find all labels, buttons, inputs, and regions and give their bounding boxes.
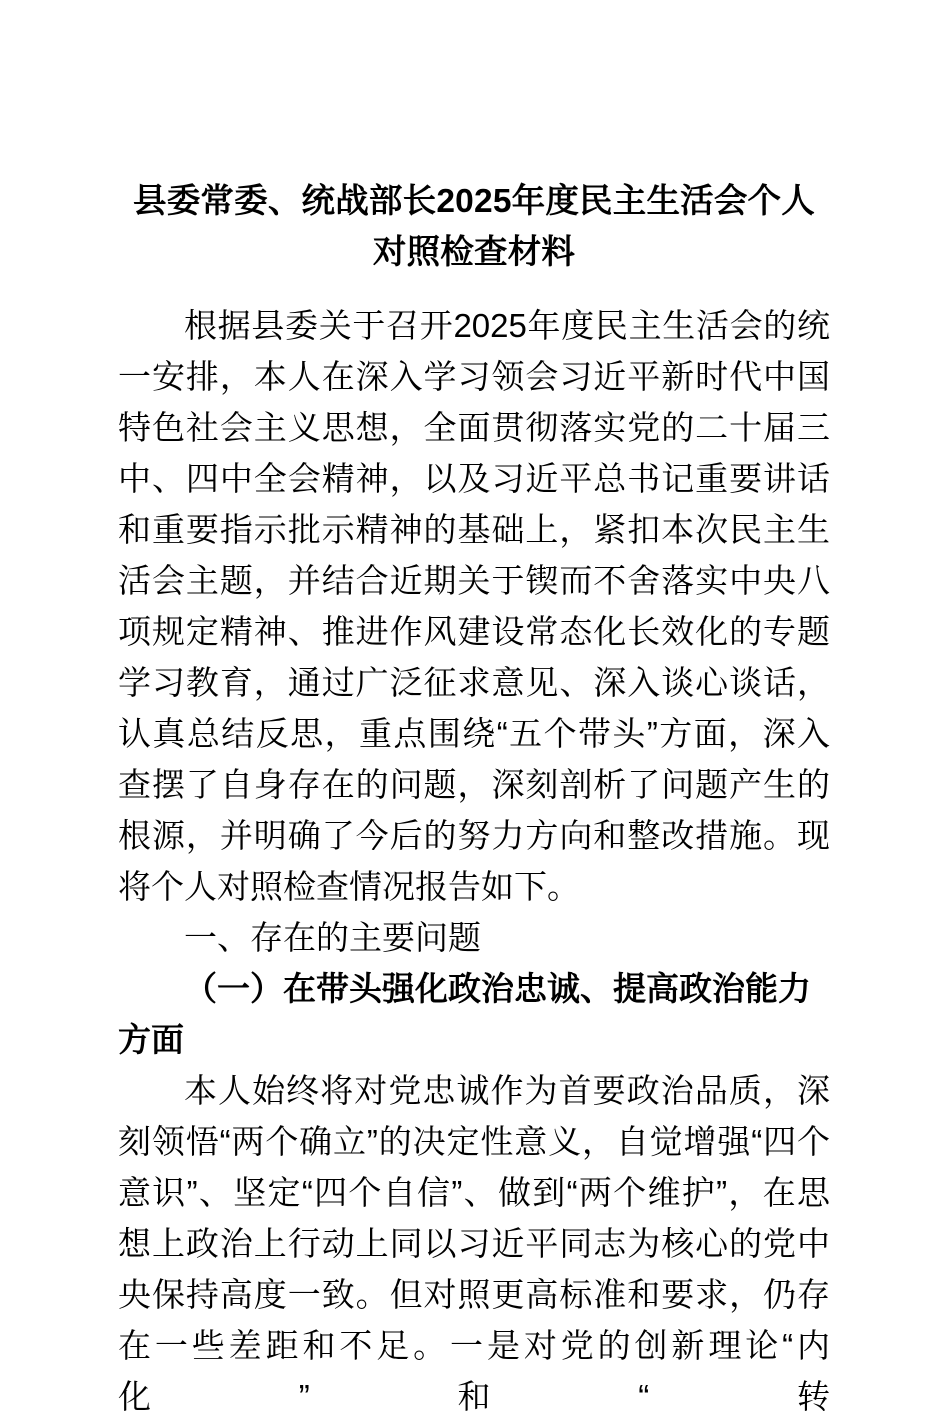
paragraph-intro: 根据县委关于召开2025年度民主生活会的统一安排，本人在深入学习领会习近平新时代中国特色社会主义思想，全面贯彻落实党的二十届三中、四中全会精神，以及习近平总书记重要讲话和重要指示批示精神的基础上，紧扣本次民主生活会主题，并结合近期关于锲而不舍落实中央八项规定精神、推进作风建设常态化长效化的专题学习教育，通过广泛征求意见、深入谈心谈话，认真总结反思，重点围绕“五个带头”方面，深入查摆了自身存在的问题，深刻剖析了问题产生的根源，并明确了今后的努力方向和整改措施。现将个人对照检查情况报告如下。 [118,307,830,905]
subsection-heading-one: （一）在带头强化政治忠诚、提高政治能力方面 [118,970,811,1058]
document-body [118,300,830,1422]
section-heading-one: 一、存在的主要问题 [184,919,481,956]
paragraph-subsection-one-body: 本人始终将对党忠诚作为首要政治品质，深刻领悟“两个确立”的决定性意义，自觉增强“四个意识”、坚定“四个自信”、做到“两个维护”，在思想上政治上行动上同以习近平同志为核心的党中央保持高度一致。但对照更高标准和要求，仍存在一些差距和不足。一是对党的创新理论“内化”和“转 [118,1072,830,1415]
page-title: 县委常委、统战部长2025年度民主生活会个人对照检查材料 [133,183,815,271]
